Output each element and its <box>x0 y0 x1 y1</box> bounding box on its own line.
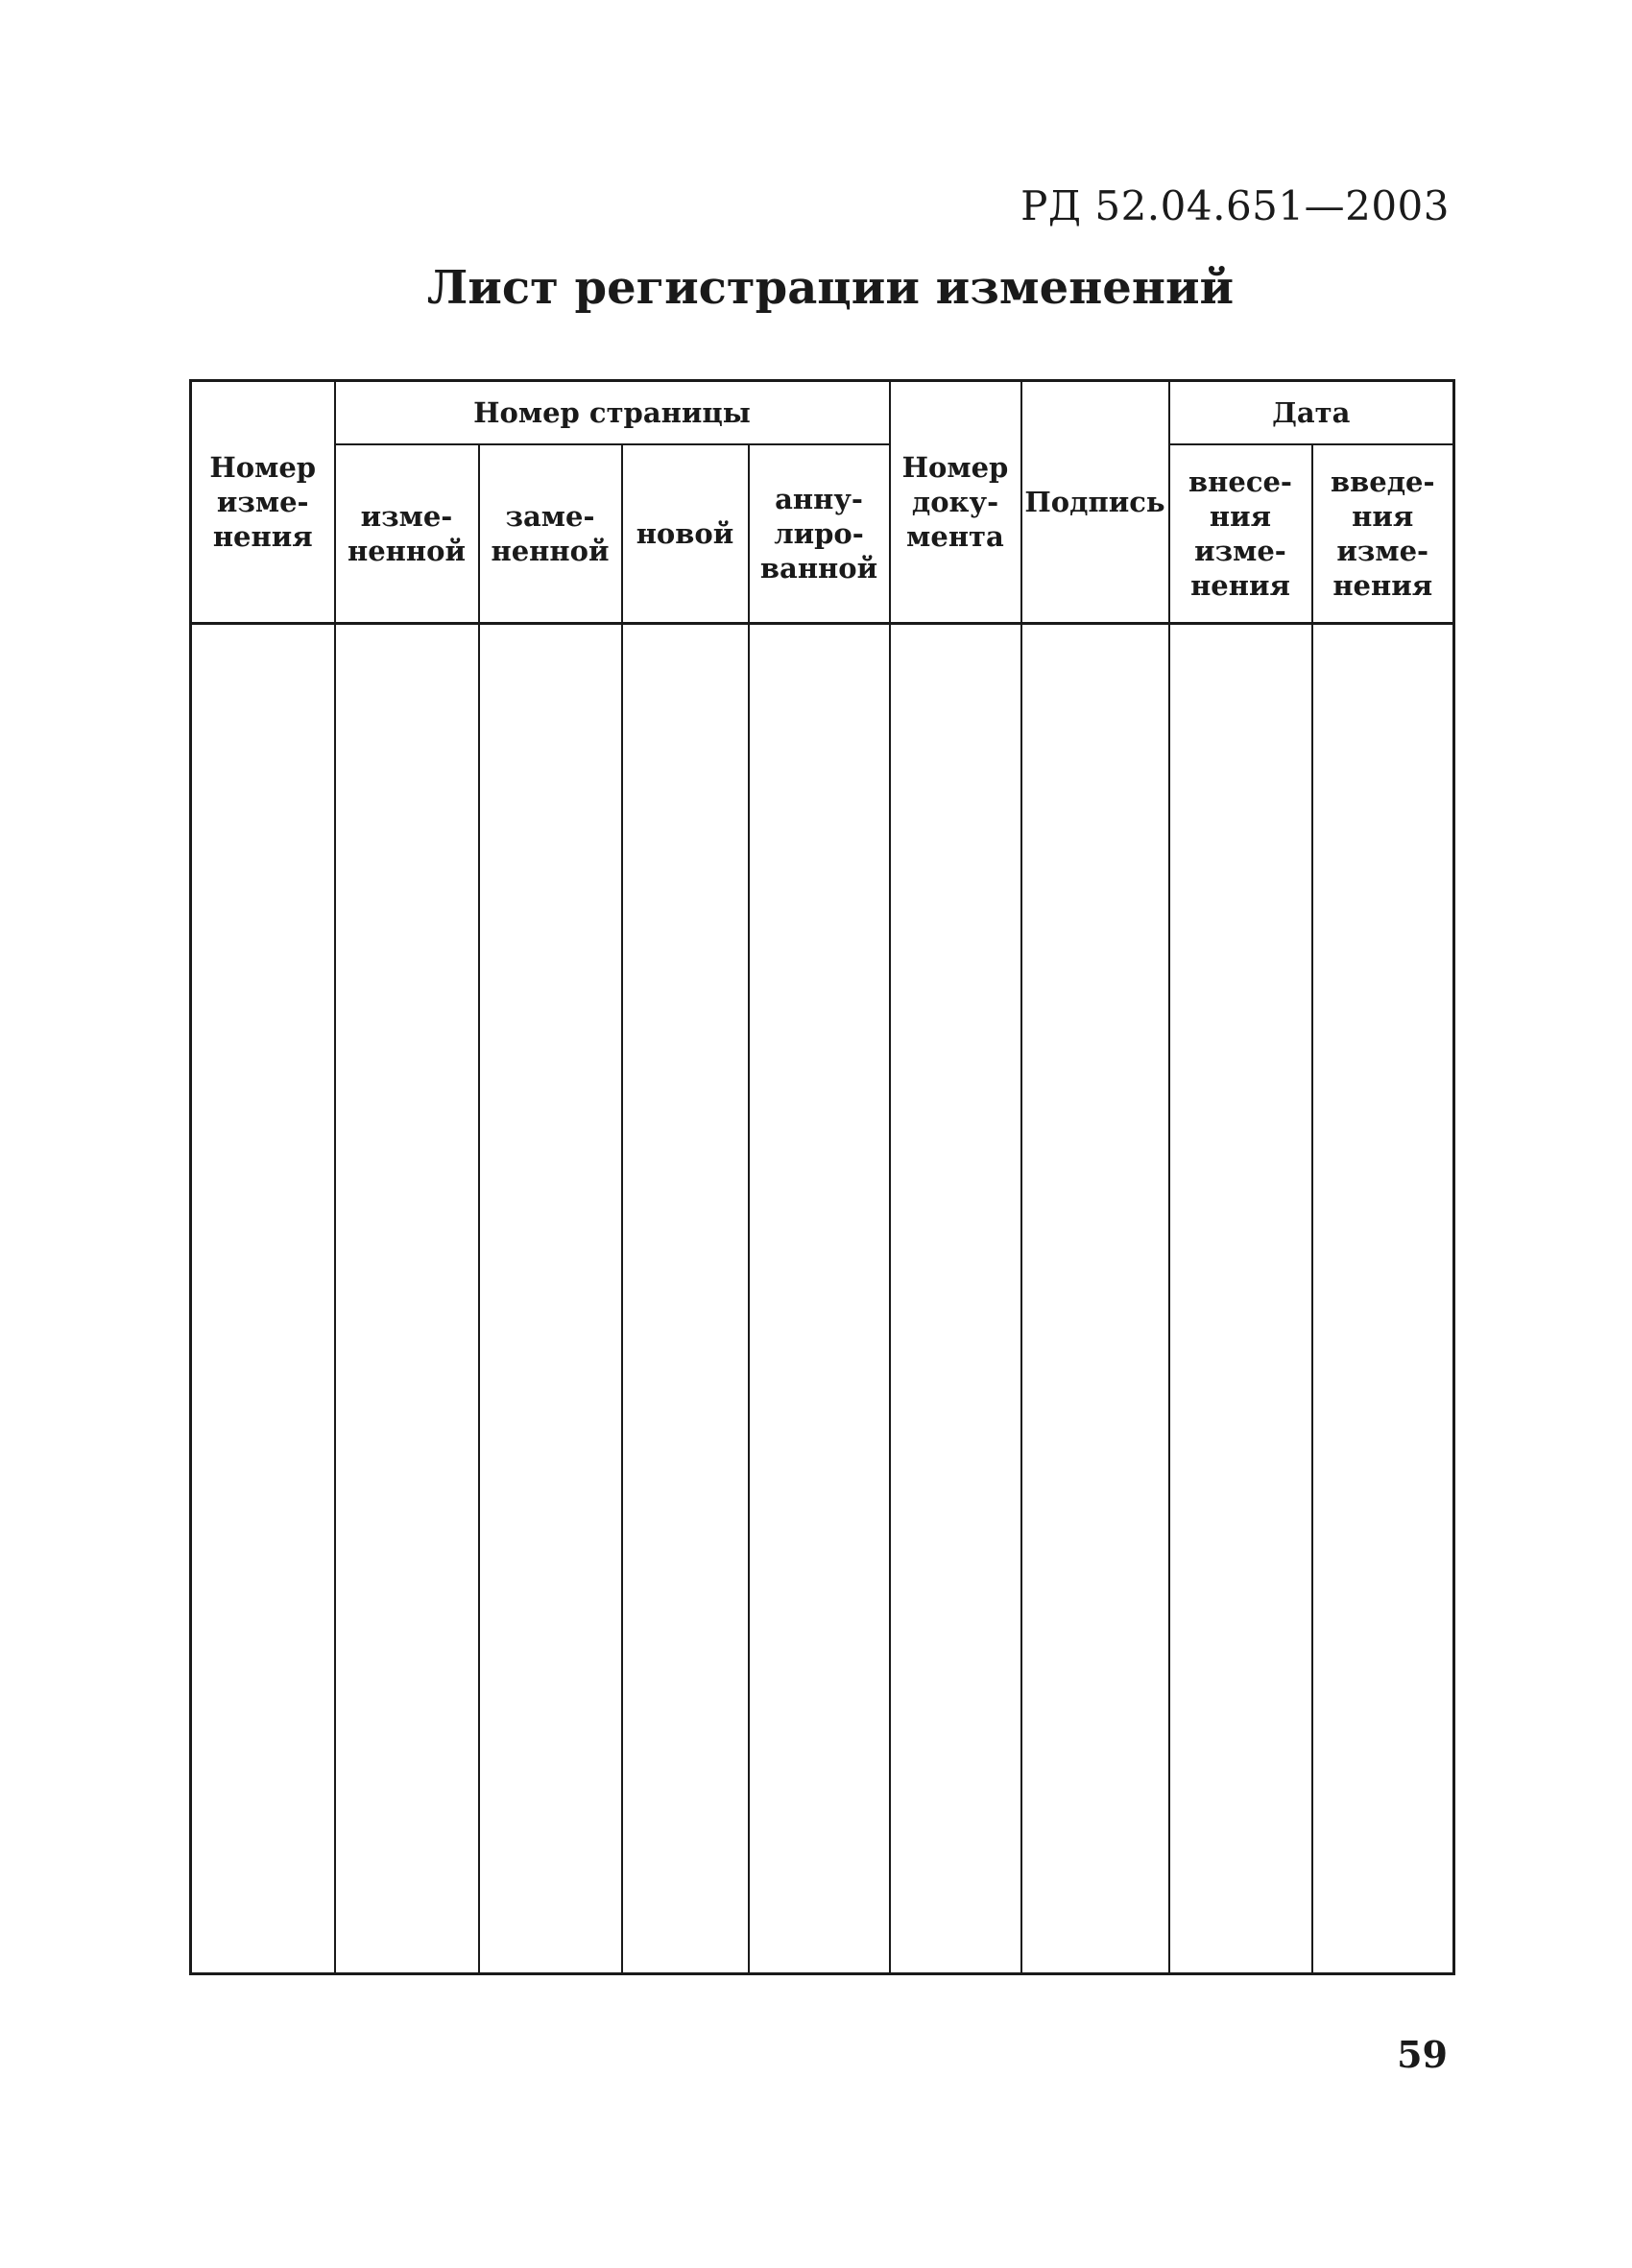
cell-change-number <box>191 624 335 1974</box>
header-page-number-group: Номер страницы <box>335 381 890 445</box>
cell-new-page <box>622 624 749 1974</box>
cell-signature <box>1021 624 1169 1974</box>
header-signature: Подпись <box>1021 381 1169 624</box>
cell-date-entry <box>1169 624 1312 1974</box>
header-replaced-page: заме- ненной <box>479 444 622 624</box>
page-number: 59 <box>1397 2033 1448 2076</box>
header-date-entry: внесе- ния изме- нения <box>1169 444 1312 624</box>
document-code: РД 52.04.651—2003 <box>1020 182 1450 229</box>
header-new-page: новой <box>622 444 749 624</box>
cell-annulled-page <box>749 624 890 1974</box>
cell-date-introduction <box>1312 624 1454 1974</box>
header-annulled-page: анну- лиро- ванной <box>749 444 890 624</box>
change-registration-table <box>189 379 1455 1975</box>
header-date-group: Дата <box>1169 381 1454 445</box>
header-changed-page: изме- ненной <box>335 444 479 624</box>
cell-changed-page <box>335 624 479 1974</box>
header-document-number: Номер доку- мента <box>890 381 1021 624</box>
header-date-introduction: введе- ния изме- нения <box>1312 444 1454 624</box>
cell-replaced-page <box>479 624 622 1974</box>
table-row <box>191 624 1454 1974</box>
header-change-number: Номер изме- нения <box>191 381 335 624</box>
cell-document-number <box>890 624 1021 1974</box>
page-title: Лист регистрации изменений <box>426 261 1235 315</box>
